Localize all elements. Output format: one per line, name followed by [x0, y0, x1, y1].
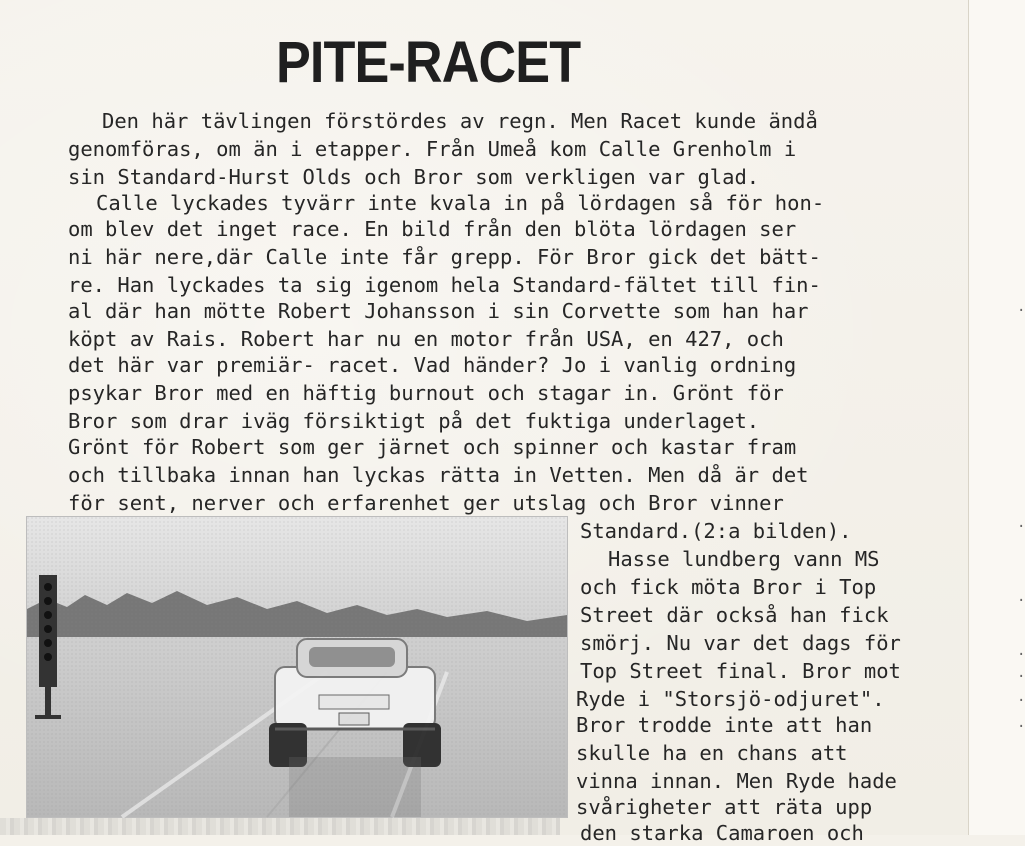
column-line: Bror trodde inte att han: [576, 713, 873, 737]
body-line: re. Han lyckades ta sig igenom hela Standard-fältet till fin-: [68, 273, 821, 297]
body-line: och tillbaka innan han lyckas rätta in Vetten. Men då är det: [68, 463, 809, 487]
body-line: ni här nere,där Calle inte får grepp. För Bror gick det bätt-: [68, 245, 821, 269]
body-line: genomföras, om än i etapper. Från Umeå kom Calle Grenholm i: [68, 137, 797, 161]
body-line: psykar Bror med en häftig burnout och stagar in. Grönt för: [68, 381, 784, 405]
body-line: köpt av Rais. Robert har nu en motor från USA, en 427, och: [68, 327, 784, 351]
column-line: och fick möta Bror i Top: [580, 575, 877, 599]
body-line: för sent, nerver och erfarenhet ger utslag och Bror vinner: [68, 491, 784, 515]
column-line: svårigheter att räta upp: [576, 795, 873, 819]
edge-mark: .: [1017, 515, 1025, 531]
body-line: sin Standard-Hurst Olds och Bror som verkligen var glad.: [68, 165, 760, 189]
print-edge: [0, 818, 560, 835]
column-line: Top Street final. Bror mot: [580, 659, 901, 683]
body-line: Bror som drar iväg försiktigt på det fuktiga underlaget.: [68, 409, 760, 433]
column-line: den starka Camaroen och: [580, 821, 864, 845]
edge-mark: .: [1017, 665, 1025, 681]
edge-mark: .: [1017, 589, 1025, 605]
photo-scene: [27, 517, 567, 817]
column-line: Standard.(2:a bilden).: [580, 519, 852, 543]
edge-mark: .: [1017, 689, 1025, 705]
article-title: PITE-RACET: [276, 30, 581, 95]
column-line: Hasse lundberg vann MS: [608, 547, 880, 571]
body-line: Den här tävlingen förstördes av regn. Men Racet kunde ändå: [102, 109, 818, 133]
edge-mark: .: [1017, 299, 1025, 315]
column-line: skulle ha en chans att: [576, 741, 848, 765]
edge-mark: .: [1017, 715, 1025, 731]
column-line: Ryde i "Storsjö-odjuret".: [576, 687, 885, 711]
body-line: om blev det inget race. En bild från den blöta lördagen ser: [68, 217, 797, 241]
body-line: Grönt för Robert som ger järnet och spinner och kastar fram: [68, 435, 797, 459]
body-line: al där han mötte Robert Johansson i sin Corvette som han har: [68, 299, 809, 323]
right-margin-strip: [968, 0, 1025, 835]
body-line: Calle lyckades tyvärr inte kvala in på lördagen så för hon-: [96, 191, 825, 215]
race-photo: [26, 516, 568, 818]
column-line: Street där också han fick: [580, 603, 889, 627]
column-line: smörj. Nu var det dags för: [580, 631, 901, 655]
body-line: det här var premiär- racet. Vad händer? Jo i vanlig ordning: [68, 353, 797, 377]
column-line: vinna innan. Men Ryde hade: [576, 769, 897, 793]
edge-mark: .: [1017, 643, 1025, 659]
